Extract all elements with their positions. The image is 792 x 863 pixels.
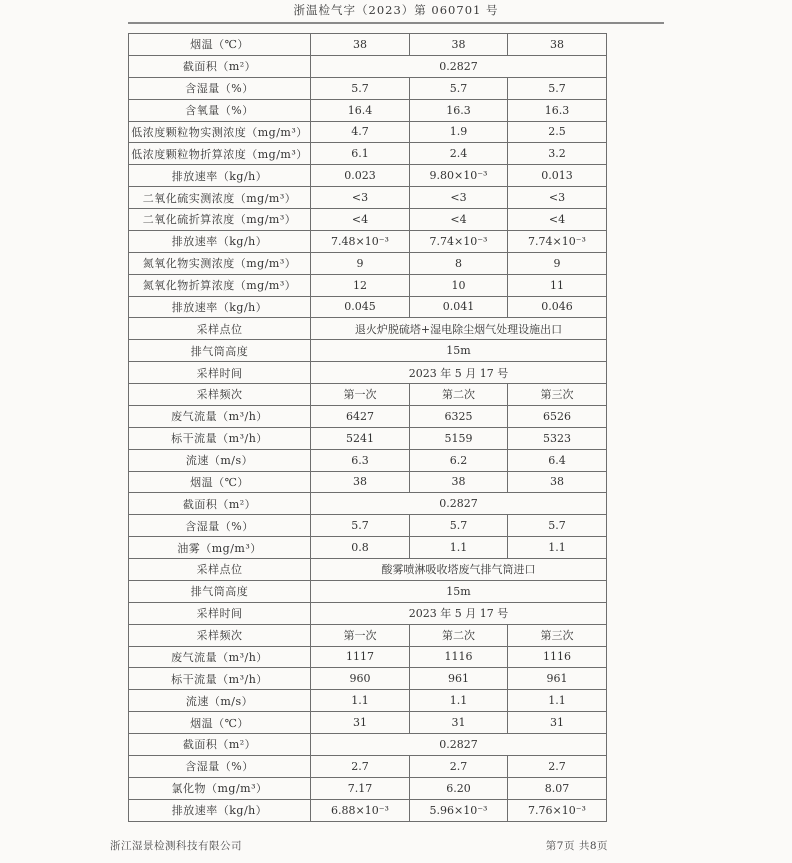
table-cell: 6.4 [508,449,607,471]
table-cell: 961 [508,668,607,690]
table-cell: 2.7 [410,755,508,777]
table-row [129,580,607,602]
row-label: 排放速率（kg/h） [129,296,311,318]
table-row [129,34,607,56]
table-cell: 2.4 [410,143,508,165]
table-cell: 16.3 [410,99,508,121]
doc-header [128,2,664,24]
table-row [129,296,607,318]
row-label: 采样时间 [129,602,311,624]
table-cell: <4 [410,209,508,231]
monitoring-table [128,33,607,822]
table-cell: 960 [311,668,410,690]
row-label: 截面积（m²） [129,734,311,756]
row-label: 采样频次 [129,624,311,646]
row-label: 含氧量（%） [129,99,311,121]
table-cell: 5.7 [311,515,410,537]
table-row [129,165,607,187]
table-row [129,646,607,668]
table-cell: 8 [410,252,508,274]
table-row [129,755,607,777]
table-cell: <4 [508,209,607,231]
table-cell: 0.046 [508,296,607,318]
row-label: 二氧化硫折算浓度（mg/m³） [129,209,311,231]
row-label: 流速（m/s） [129,449,311,471]
table-cell: 6.2 [410,449,508,471]
table-cell: 38 [311,34,410,56]
table-cell-span: 退火炉脱硫塔+湿电除尘烟气处理设施出口 [311,318,607,340]
table-row [129,493,607,515]
doc-footer [110,838,608,853]
row-label: 采样点位 [129,559,311,581]
table-cell: 7.17 [311,777,410,799]
table-cell: 7.74×10⁻³ [410,230,508,252]
table-cell: 1.9 [410,121,508,143]
table-cell: <3 [410,187,508,209]
footer-page-info: 第7页 共8页 [545,840,608,852]
table-cell: 0.8 [311,537,410,559]
footer-company: 浙江湿景检测科技有限公司 [110,840,242,852]
table-cell: 9 [311,252,410,274]
table-row [129,99,607,121]
table-cell: 6526 [508,405,607,427]
doc-number: 浙温检气字（2023）第 060701 号 [293,3,499,17]
table-cell-span: 酸雾喷淋吸收塔废气排气筒进口 [311,559,607,581]
table-row [129,799,607,821]
row-label: 采样点位 [129,318,311,340]
table-row [129,690,607,712]
table-cell: 5323 [508,427,607,449]
table-cell: 10 [410,274,508,296]
row-label: 排气筒高度 [129,340,311,362]
table-cell-span: 0.2827 [311,55,607,77]
table-cell: 0.045 [311,296,410,318]
row-label: 废气流量（m³/h） [129,405,311,427]
table-cell: 1116 [508,646,607,668]
row-label: 含湿量（%） [129,755,311,777]
row-label: 含湿量（%） [129,77,311,99]
row-label: 流速（m/s） [129,690,311,712]
row-label: 含湿量（%） [129,515,311,537]
table-cell: 5.7 [311,77,410,99]
row-label: 二氧化硫实测浓度（mg/m³） [129,187,311,209]
table-cell: 5.7 [410,515,508,537]
table-cell: 4.7 [311,121,410,143]
table-cell: 2.5 [508,121,607,143]
table-cell-span: 2023 年 5 月 17 号 [311,602,607,624]
table-cell: 38 [311,471,410,493]
table-cell: 5159 [410,427,508,449]
table-cell: <3 [311,187,410,209]
table-cell: 6427 [311,405,410,427]
table-cell: 6325 [410,405,508,427]
table-row [129,143,607,165]
table-cell: 9 [508,252,607,274]
table-row [129,712,607,734]
table-cell: 6.1 [311,143,410,165]
row-label: 氯化物（mg/m³） [129,777,311,799]
table-row [129,668,607,690]
row-label: 采样频次 [129,384,311,406]
table-cell: 1116 [410,646,508,668]
table-cell: 38 [410,34,508,56]
table-cell: 5241 [311,427,410,449]
table-row [129,209,607,231]
table-cell: <3 [508,187,607,209]
table-cell: 961 [410,668,508,690]
row-label: 采样时间 [129,362,311,384]
table-cell: 1117 [311,646,410,668]
table-cell: 第三次 [508,384,607,406]
row-label: 废气流量（m³/h） [129,646,311,668]
table-body [129,34,607,822]
table-row [129,471,607,493]
row-label: 氮氧化物折算浓度（mg/m³） [129,274,311,296]
table-cell-span: 0.2827 [311,734,607,756]
table-row [129,274,607,296]
table-row [129,624,607,646]
table-cell: 38 [508,471,607,493]
table-row [129,734,607,756]
table-row [129,777,607,799]
table-cell-span: 0.2827 [311,493,607,515]
table-cell: 5.7 [410,77,508,99]
table-cell: 0.023 [311,165,410,187]
table-cell: 1.1 [311,690,410,712]
row-label: 氮氧化物实测浓度（mg/m³） [129,252,311,274]
table-cell: 5.96×10⁻³ [410,799,508,821]
table-cell: 31 [410,712,508,734]
table-row [129,427,607,449]
table-row [129,77,607,99]
row-label: 截面积（m²） [129,55,311,77]
row-label: 烟温（℃） [129,34,311,56]
table-cell: 16.4 [311,99,410,121]
table-cell: 0.013 [508,165,607,187]
row-label: 排放速率（kg/h） [129,165,311,187]
row-label: 低浓度颗粒物折算浓度（mg/m³） [129,143,311,165]
table-cell: 第二次 [410,384,508,406]
row-label: 截面积（m²） [129,493,311,515]
table-cell: 38 [410,471,508,493]
table-row [129,252,607,274]
table-cell: 7.76×10⁻³ [508,799,607,821]
table-row [129,405,607,427]
table-cell: <4 [311,209,410,231]
table-cell-span: 15m [311,580,607,602]
table-cell: 第二次 [410,624,508,646]
table-cell: 第一次 [311,384,410,406]
table-cell: 31 [508,712,607,734]
row-label: 排气筒高度 [129,580,311,602]
table-cell: 16.3 [508,99,607,121]
table-row [129,537,607,559]
table-row [129,384,607,406]
table-row [129,515,607,537]
table-cell: 0.041 [410,296,508,318]
table-cell: 5.7 [508,515,607,537]
table-cell: 9.80×10⁻³ [410,165,508,187]
table-cell-span: 15m [311,340,607,362]
table-cell: 7.74×10⁻³ [508,230,607,252]
table-cell: 2.7 [508,755,607,777]
table-row [129,449,607,471]
row-label: 排放速率（kg/h） [129,799,311,821]
table-row [129,362,607,384]
table-row [129,602,607,624]
table-cell: 第一次 [311,624,410,646]
table-row [129,187,607,209]
row-label: 标干流量（m³/h） [129,427,311,449]
row-label: 低浓度颗粒物实测浓度（mg/m³） [129,121,311,143]
table-cell: 2.7 [311,755,410,777]
row-label: 排放速率（kg/h） [129,230,311,252]
table-cell: 1.1 [410,690,508,712]
table-cell: 12 [311,274,410,296]
row-label: 烟温（℃） [129,471,311,493]
table-cell: 1.1 [508,690,607,712]
table-cell: 8.07 [508,777,607,799]
table-cell: 第三次 [508,624,607,646]
table-row [129,340,607,362]
table-cell: 5.7 [508,77,607,99]
table-cell: 6.3 [311,449,410,471]
table-cell-span: 2023 年 5 月 17 号 [311,362,607,384]
table-cell: 6.88×10⁻³ [311,799,410,821]
table-row [129,230,607,252]
table-cell: 11 [508,274,607,296]
row-label: 油雾（mg/m³） [129,537,311,559]
table-row [129,318,607,340]
table-cell: 1.1 [410,537,508,559]
table-row [129,121,607,143]
table-cell: 7.48×10⁻³ [311,230,410,252]
table-cell: 6.20 [410,777,508,799]
table-cell: 1.1 [508,537,607,559]
table-row [129,55,607,77]
table-cell: 38 [508,34,607,56]
row-label: 烟温（℃） [129,712,311,734]
table-cell: 3.2 [508,143,607,165]
table-row [129,559,607,581]
table-cell: 31 [311,712,410,734]
row-label: 标干流量（m³/h） [129,668,311,690]
